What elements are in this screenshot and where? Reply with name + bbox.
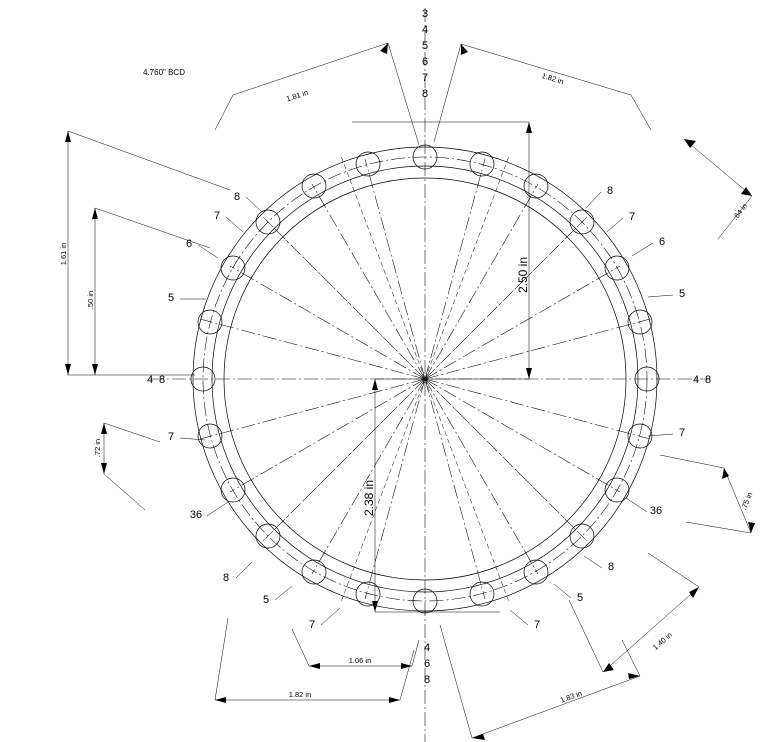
left-lower-label-8: 8 [222,572,230,584]
bolt-hole [198,424,222,448]
dim-top-right-group [434,44,651,142]
right-label-6: 6 [658,236,666,248]
bottom-label-8: 8 [423,674,431,686]
bolt-hole [302,560,326,584]
top-label-3: 3 [421,8,429,20]
bolt-hole [628,310,652,334]
dim-bottom-right-inner-group [440,625,640,740]
dim-left-inner-label: .50 in [86,290,95,310]
right-label-8: 8 [606,185,614,197]
right-mid-labels [693,374,711,386]
bolt-hole [470,152,494,176]
left-lower-label-7b: 7 [308,619,316,631]
bottom-label-4: 4 [423,642,431,654]
dim-left-lower-label: .72 in [93,438,102,458]
right-lower-label-8: 8 [607,561,615,573]
top-label-7: 7 [421,72,429,84]
dim-vert-upper-group [352,122,532,379]
bolt-hole [470,582,494,606]
bcd-note-label: 4.760" BCD [143,68,185,77]
dim-bottom-right-outer-group [569,553,699,672]
left-mid-labels [147,374,165,386]
top-label-6: 6 [421,56,429,68]
top-label-4: 4 [421,24,429,36]
right-mid-label-4: 4 [692,374,700,386]
left-lower-label-36: 36 [189,509,203,521]
dim-top-left-label: 1.81 in [285,87,310,104]
dim-bottom-right-outer-label: 1.40 in [650,630,674,652]
bottom-stack-labels [424,642,430,686]
bolt-hole [524,560,548,584]
dim-bottom-left-inner-group [292,629,419,669]
left-lower-label-7: 7 [167,431,175,443]
right-label-7: 7 [628,211,636,223]
dim-top-left-group [215,43,419,145]
dim-right-upper-label: .64 in [730,201,750,222]
right-lower-label-36: 36 [649,505,663,517]
dim-vert-lower-label: 2.38 in [362,479,376,517]
dim-left-outer-label: 1.61 in [59,242,68,266]
right-upper-labels [607,185,685,300]
bolt-hole [524,174,548,198]
dim-right-upper-group [684,139,752,239]
left-lower-label-5: 5 [262,594,270,606]
leader-lines [180,192,673,625]
bolt-hole [302,174,326,198]
top-label-5: 5 [421,40,429,52]
dim-bottom-right-inner-label: 1.83 in [559,688,584,705]
dim-right-lower-group [660,455,755,533]
dim-left-lower-group [93,423,160,510]
left-mid-label-4: 4 [146,374,154,386]
dim-left-inner-group [86,208,210,375]
dim-bottom-left-outer-label: 1.82 in [288,690,312,699]
left-mid-label-8: 8 [158,374,166,386]
right-lower-label-7b: 7 [533,619,541,631]
left-label-6: 6 [185,238,193,250]
right-mid-label-8: 8 [704,374,712,386]
bottom-label-6: 6 [423,658,431,670]
right-lower-labels [534,427,685,631]
top-label-8: 8 [421,88,429,100]
dim-vert-upper-label: 2.50 in [516,256,530,294]
dim-right-lower-label: .75 in [739,490,755,512]
right-lower-label-5: 5 [576,592,584,604]
right-label-5: 5 [678,288,686,300]
bolt-hole [198,310,222,334]
left-label-8: 8 [233,191,241,203]
left-label-7: 7 [213,210,221,222]
dim-bottom-left-inner-label: 1.06 in [348,656,372,665]
left-upper-labels [168,191,240,304]
bolt-hole [356,152,380,176]
dim-top-right-label: 1.82 in [540,71,565,87]
right-lower-label-7: 7 [678,427,686,439]
dim-left-outer-group [59,131,230,375]
dim-vert-lower-group [362,379,500,612]
left-label-5: 5 [167,292,175,304]
